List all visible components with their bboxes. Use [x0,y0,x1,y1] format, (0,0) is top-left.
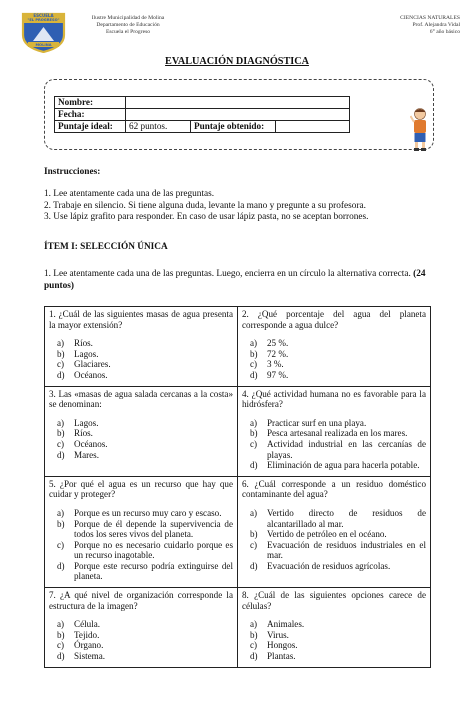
option-text: Ríos. [74,338,93,349]
option-text: 25 %. [267,338,289,349]
question-stem: 5. ¿Por qué el agua es un recurso que hay que cuidar y proteger? [49,478,233,500]
answer-options [242,418,426,471]
answer-option[interactable] [242,428,426,439]
instructions-heading: Instrucciones: [44,167,101,177]
question-row [45,307,431,387]
instruction-item: 3. Use lápiz grafito para responder. En caso de usar lápiz pasta, no se aceptan borrones. [44,212,369,223]
section-prompt [44,269,434,292]
option-letter: d) [57,560,65,571]
question-stem: 1. ¿Cuál de las siguientes masas de agua presenta la mayor extensión? [49,309,233,330]
option-text: 3 %. [267,359,284,370]
question-cell [238,476,431,587]
answer-options [49,338,233,380]
option-letter: c) [250,359,258,370]
option-letter: a) [250,417,258,428]
option-text: Actividad industrial en las cercanías de playas. [267,438,426,460]
question-cell [238,307,431,387]
option-text: Animales. [267,619,305,630]
school-logo [19,11,68,53]
answer-option[interactable] [242,370,426,381]
school-line: Escuela el Progreso [105,29,151,35]
answer-option[interactable] [242,619,426,630]
logo-text-top: ESCUELA [33,13,54,18]
answer-option[interactable] [49,359,233,370]
option-text: Lagos. [74,417,99,428]
option-letter: b) [57,348,65,359]
option-letter: b) [250,529,258,540]
option-text: Océanos. [74,438,108,449]
question-cell [45,476,238,587]
option-text: Evacuación de residuos agrícolas. [267,560,391,571]
option-letter: a) [57,417,65,428]
school-header [68,15,188,36]
answer-option[interactable] [49,508,233,519]
option-letter: d) [57,449,65,460]
answer-option[interactable] [242,508,426,529]
subject-header [356,15,460,36]
answer-option[interactable] [242,439,426,460]
name-label: Nombre: [55,97,126,109]
answer-option[interactable] [49,428,233,439]
option-letter: d) [57,369,65,380]
question-stem: 8. ¿Cuál de las siguientes opciones carece de células? [242,590,426,611]
questions-table [44,306,431,668]
option-text: Célula. [74,619,101,630]
option-text: Lagos. [74,348,99,359]
grade-line: 6° año básico [429,29,460,35]
option-letter: d) [250,560,258,571]
option-text: Órgano. [74,640,104,651]
answer-option[interactable] [49,651,233,662]
option-letter: b) [250,629,258,640]
answer-option[interactable] [242,640,426,651]
answer-option[interactable] [242,418,426,429]
answer-option[interactable] [49,630,233,641]
question-stem: 6. ¿Cuál corresponde a un residuo doméstico contaminante del agua? [242,478,426,500]
option-text: Eliminación de agua para hacerla potable. [267,460,420,471]
instruction-item: 1. Lee atentamente cada una de las preguntas. [44,189,215,199]
instructions-list [44,189,439,224]
section-prompt-text: 1. Lee atentamente cada una de las preguntas. Luego, encierra en un círculo la alternativa correcta. [44,269,411,279]
question-cell [238,386,431,476]
option-letter: c) [57,359,65,370]
obtained-score-field[interactable] [276,121,350,133]
ideal-score-value: 62 puntos. [126,121,191,133]
ideal-score-label: Puntaje ideal: [55,121,126,133]
option-text: Porque este recurso podría extinguirse del planeta. [74,560,233,582]
answer-option[interactable] [242,359,426,370]
answer-option[interactable] [242,561,426,572]
option-letter: a) [250,338,258,349]
student-illustration [410,107,430,151]
option-letter: a) [57,619,65,630]
option-text: Glaciares. [74,359,111,370]
option-text: Océanos. [74,369,108,380]
option-text: Tejido. [74,629,100,640]
option-letter: b) [57,629,65,640]
option-text: Porque de él depende la supervivencia de todos los seres vivos del planeta. [74,518,233,540]
department-line: Departamento de Educación [96,22,160,28]
option-letter: c) [250,640,258,651]
option-text: Pesca artesanal realizada en los mares. [267,428,408,439]
question-row [45,386,431,476]
answer-option[interactable] [242,460,426,471]
option-text: Ríos. [74,428,93,439]
logo-text-bottom: MOLINA [35,43,52,47]
answer-option[interactable] [49,450,233,461]
answer-options [49,619,233,661]
student-info-table [54,96,350,133]
answer-option[interactable] [242,651,426,662]
option-letter: c) [57,640,65,651]
section-points: (24 puntos) [44,269,426,291]
answer-option[interactable] [49,370,233,381]
answer-options [49,508,233,582]
answer-option[interactable] [242,338,426,349]
option-letter: b) [250,428,258,439]
option-letter: a) [57,507,65,518]
option-letter: d) [250,369,258,380]
option-text: Evacuación de residuos industriales en el mar. [267,539,426,561]
option-letter: a) [250,507,258,518]
answer-option[interactable] [49,519,233,540]
option-letter: c) [57,539,65,550]
option-text: Porque es un recurso muy caro y escaso. [74,507,222,518]
page-title: EVALUACIÓN DIAGNÓSTICA [165,56,309,67]
question-cell [238,588,431,668]
option-letter: c) [250,438,258,449]
answer-option[interactable] [242,529,426,540]
question-cell [45,307,238,387]
date-label: Fecha: [55,109,126,121]
question-cell [45,386,238,476]
answer-option[interactable] [49,640,233,651]
name-field[interactable] [126,97,350,109]
answer-options [242,508,426,572]
option-text: 72 %. [267,348,289,359]
option-text: Vertido de petróleo en el océano. [267,529,387,540]
answer-option[interactable] [242,349,426,360]
answer-option[interactable] [49,619,233,630]
option-text: Mares. [74,449,99,460]
answer-option[interactable] [49,540,233,561]
logo-text-mid: "EL PROGRESO" [27,17,60,22]
question-stem: 4. ¿Qué actividad humana no es favorable para la hidrósfera? [242,388,426,410]
answer-option[interactable] [242,630,426,641]
answer-option[interactable] [49,349,233,360]
section-heading: ÍTEM I: SELECCIÓN ÚNICA [44,242,168,252]
question-stem: 2. ¿Qué porcentaje del agua del planeta corresponde a agua dulce? [242,309,426,330]
answer-options [242,338,426,380]
option-text: Practicar surf en una playa. [267,417,367,428]
option-letter: a) [250,619,258,630]
option-letter: d) [57,651,65,662]
option-text: Porque no es necesario cuidarlo porque es un recurso inagotable. [74,539,233,561]
option-letter: c) [57,438,65,449]
obtained-score-label: Puntaje obtenido: [191,121,276,133]
answer-options [49,418,233,460]
subject-line: CIENCIAS NATURALES [400,15,460,21]
option-text: Virus. [267,629,289,640]
answer-option[interactable] [242,540,426,561]
teacher-line: Prof. Alejandra Vidal [412,22,460,28]
question-row [45,476,431,587]
option-text: Sistema. [74,651,106,662]
answer-option[interactable] [49,338,233,349]
instruction-item: 2. Trabaje en silencio. Si tiene alguna duda, levante la mano y pregunte a su profesora. [44,200,366,211]
option-text: Plantas. [267,651,296,662]
option-letter: c) [250,539,258,550]
option-text: 97 %. [267,369,289,380]
option-letter: d) [250,651,258,662]
option-text: Hongos. [267,640,298,651]
question-stem: 7. ¿A qué nivel de organización corresponde la estructura de la imagen? [49,590,233,611]
question-cell [45,588,238,668]
option-text: Vertido directo de residuos de alcantarillado al mar. [267,507,426,529]
question-stem: 3. Las «masas de agua salada cercanas a la costa» se denominan: [49,388,233,410]
question-row [45,588,431,668]
answer-option[interactable] [49,561,233,582]
municipality-line: Ilustre Municipalidad de Molina [91,15,165,21]
answer-option[interactable] [49,439,233,450]
answer-options [242,619,426,661]
option-letter: b) [57,518,65,529]
option-letter: d) [250,460,258,471]
option-letter: b) [57,428,65,439]
option-letter: b) [250,348,258,359]
option-letter: a) [57,338,65,349]
answer-option[interactable] [49,418,233,429]
date-field[interactable] [126,109,350,121]
